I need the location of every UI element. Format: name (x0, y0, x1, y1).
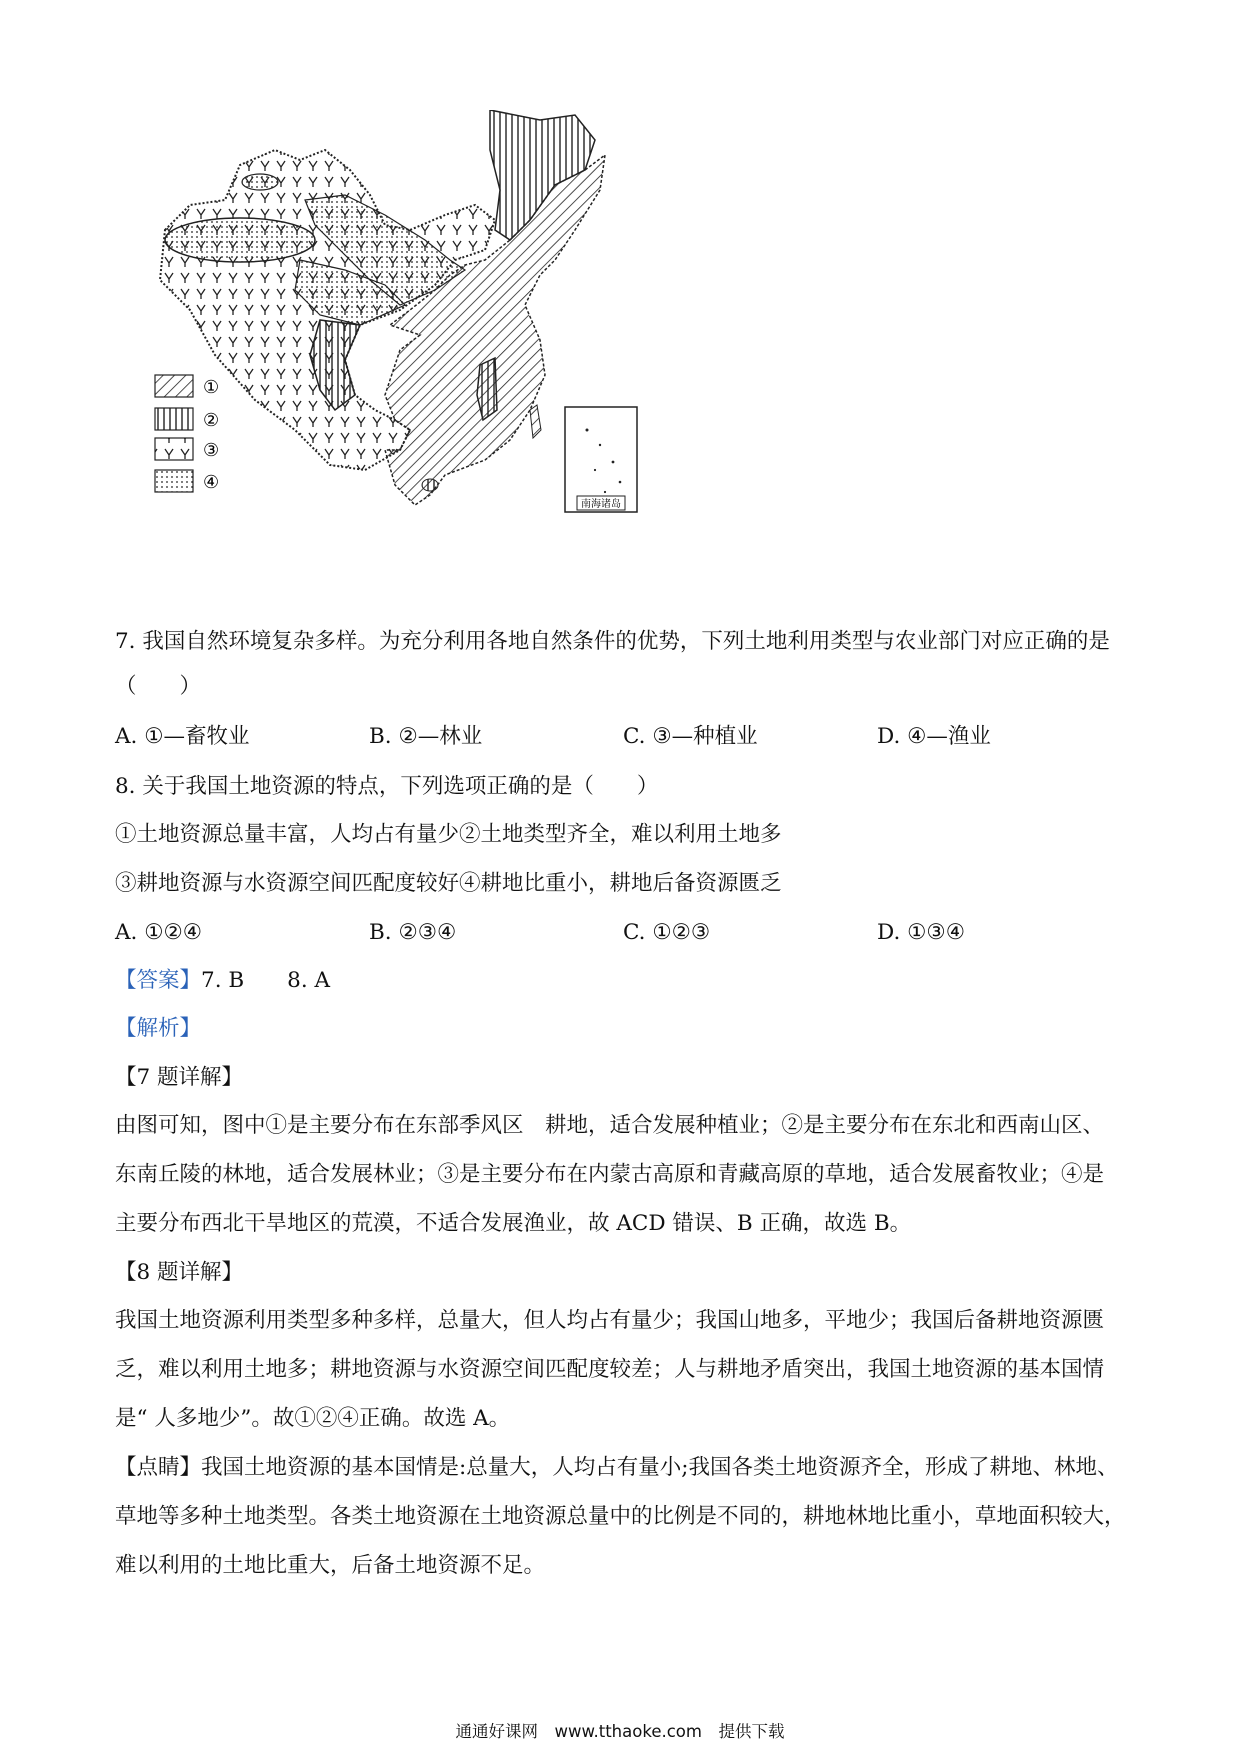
q7-stem: 7. 我国自然环境复杂多样。为充分利用各地自然条件的优势，下列土地利用类型与农业部门对应正确的是 (115, 629, 1110, 654)
legend-label-1: ① (203, 377, 220, 398)
hainan-island (422, 479, 438, 491)
q8-option-c: C. ①②③ (623, 920, 711, 945)
q7-option-a: A. ①—畜牧业 (115, 724, 250, 749)
china-land-use-map (145, 110, 730, 575)
legend-swatch-forest (155, 408, 193, 430)
q7-option-d: D. ④—渔业 (877, 724, 991, 749)
legend-label-3: ③ (203, 440, 220, 461)
answer-text: 7. B 8. A (201, 968, 331, 993)
legend-swatch-desert (155, 470, 193, 492)
tips-line-1 (115, 1453, 1119, 1483)
legend-swatch-cropland (155, 375, 193, 397)
desert-tarim-basin (165, 218, 315, 262)
legend-label-2: ② (203, 410, 220, 431)
q8-detail-line-2: 乏，难以利用土地多；耕地资源与水资源空间匹配度较差；人与耕地矛盾突出，我国土地资源的基本国情 (115, 1357, 1105, 1382)
answer-line (115, 966, 330, 996)
tips-line-3: 难以利用的土地比重大，后备土地资源不足。 (115, 1553, 546, 1578)
taiwan-island (530, 405, 541, 438)
analysis-label: 【解析】 (115, 1016, 202, 1041)
legend-swatch-grassland (155, 438, 193, 460)
tips-text-1: 我国土地资源的基本国情是:总量大，人均占有量小;我国各类土地资源齐全，形成了耕地、林地、 (201, 1455, 1119, 1480)
q7-option-b: B. ②—林业 (369, 724, 483, 749)
desert-junggar-basin (242, 174, 278, 190)
q7-detail-line-3: 主要分布西北干旱地区的荒漠，不适合发展渔业，故 ACD 错误、B 正确，故选 B。 (115, 1211, 912, 1236)
q7-options (115, 722, 1015, 752)
q8-option-d: D. ①③④ (877, 920, 965, 945)
q7-detail-line-1: 由图可知，图中①是主要分布在东部季风区 耕地，适合发展种植业；②是主要分布在东北和西南山区、 (115, 1113, 1105, 1138)
q8-stem: 8. 关于我国土地资源的特点，下列选项正确的是（ ） (115, 774, 659, 799)
q8-detail-line-3: 是“ 人多地少”。故①②④正确。故选 A。 (115, 1406, 511, 1431)
q7-detail-line-2: 东南丘陵的林地，适合发展林业；③是主要分布在内蒙古高原和青藏高原的草地，适合发展畜牧业；④是 (115, 1162, 1105, 1187)
legend-label-4: ④ (203, 472, 220, 493)
q8-option-b: B. ②③④ (369, 920, 457, 945)
q8-option-a: A. ①②④ (115, 920, 203, 945)
map-legend (155, 375, 219, 493)
q8-options (115, 918, 1015, 948)
q8-statement-2: ③耕地资源与水资源空间匹配度较好④耕地比重小，耕地后备资源匮乏 (115, 871, 782, 896)
q8-statement-1: ①土地资源总量丰富，人均占有量少②土地类型齐全，难以利用土地多 (115, 822, 782, 847)
page-footer: 通通好课网 www.tthaoke.com 提供下载 (455, 1722, 785, 1741)
answer-label: 【答案】 (115, 968, 202, 993)
q7-detail-heading: 【7 题详解】 (115, 1065, 244, 1090)
q8-detail-line-1: 我国土地资源利用类型多种多样，总量大，但人均占有量少；我国山地多，平地少；我国后备耕地资源匮 (115, 1308, 1105, 1333)
q8-detail-heading: 【8 题详解】 (115, 1260, 244, 1285)
tips-label: 【点睛】 (115, 1455, 202, 1480)
q7-option-c: C. ③—种植业 (623, 724, 758, 749)
inset-label: 南海诸岛 (581, 499, 621, 510)
tips-line-2: 草地等多种土地类型。各类土地资源在土地资源总量中的比例是不同的，耕地林地比重小，草地面积较大， (115, 1504, 1126, 1529)
q7-stem-bracket: （ ） (115, 674, 202, 699)
